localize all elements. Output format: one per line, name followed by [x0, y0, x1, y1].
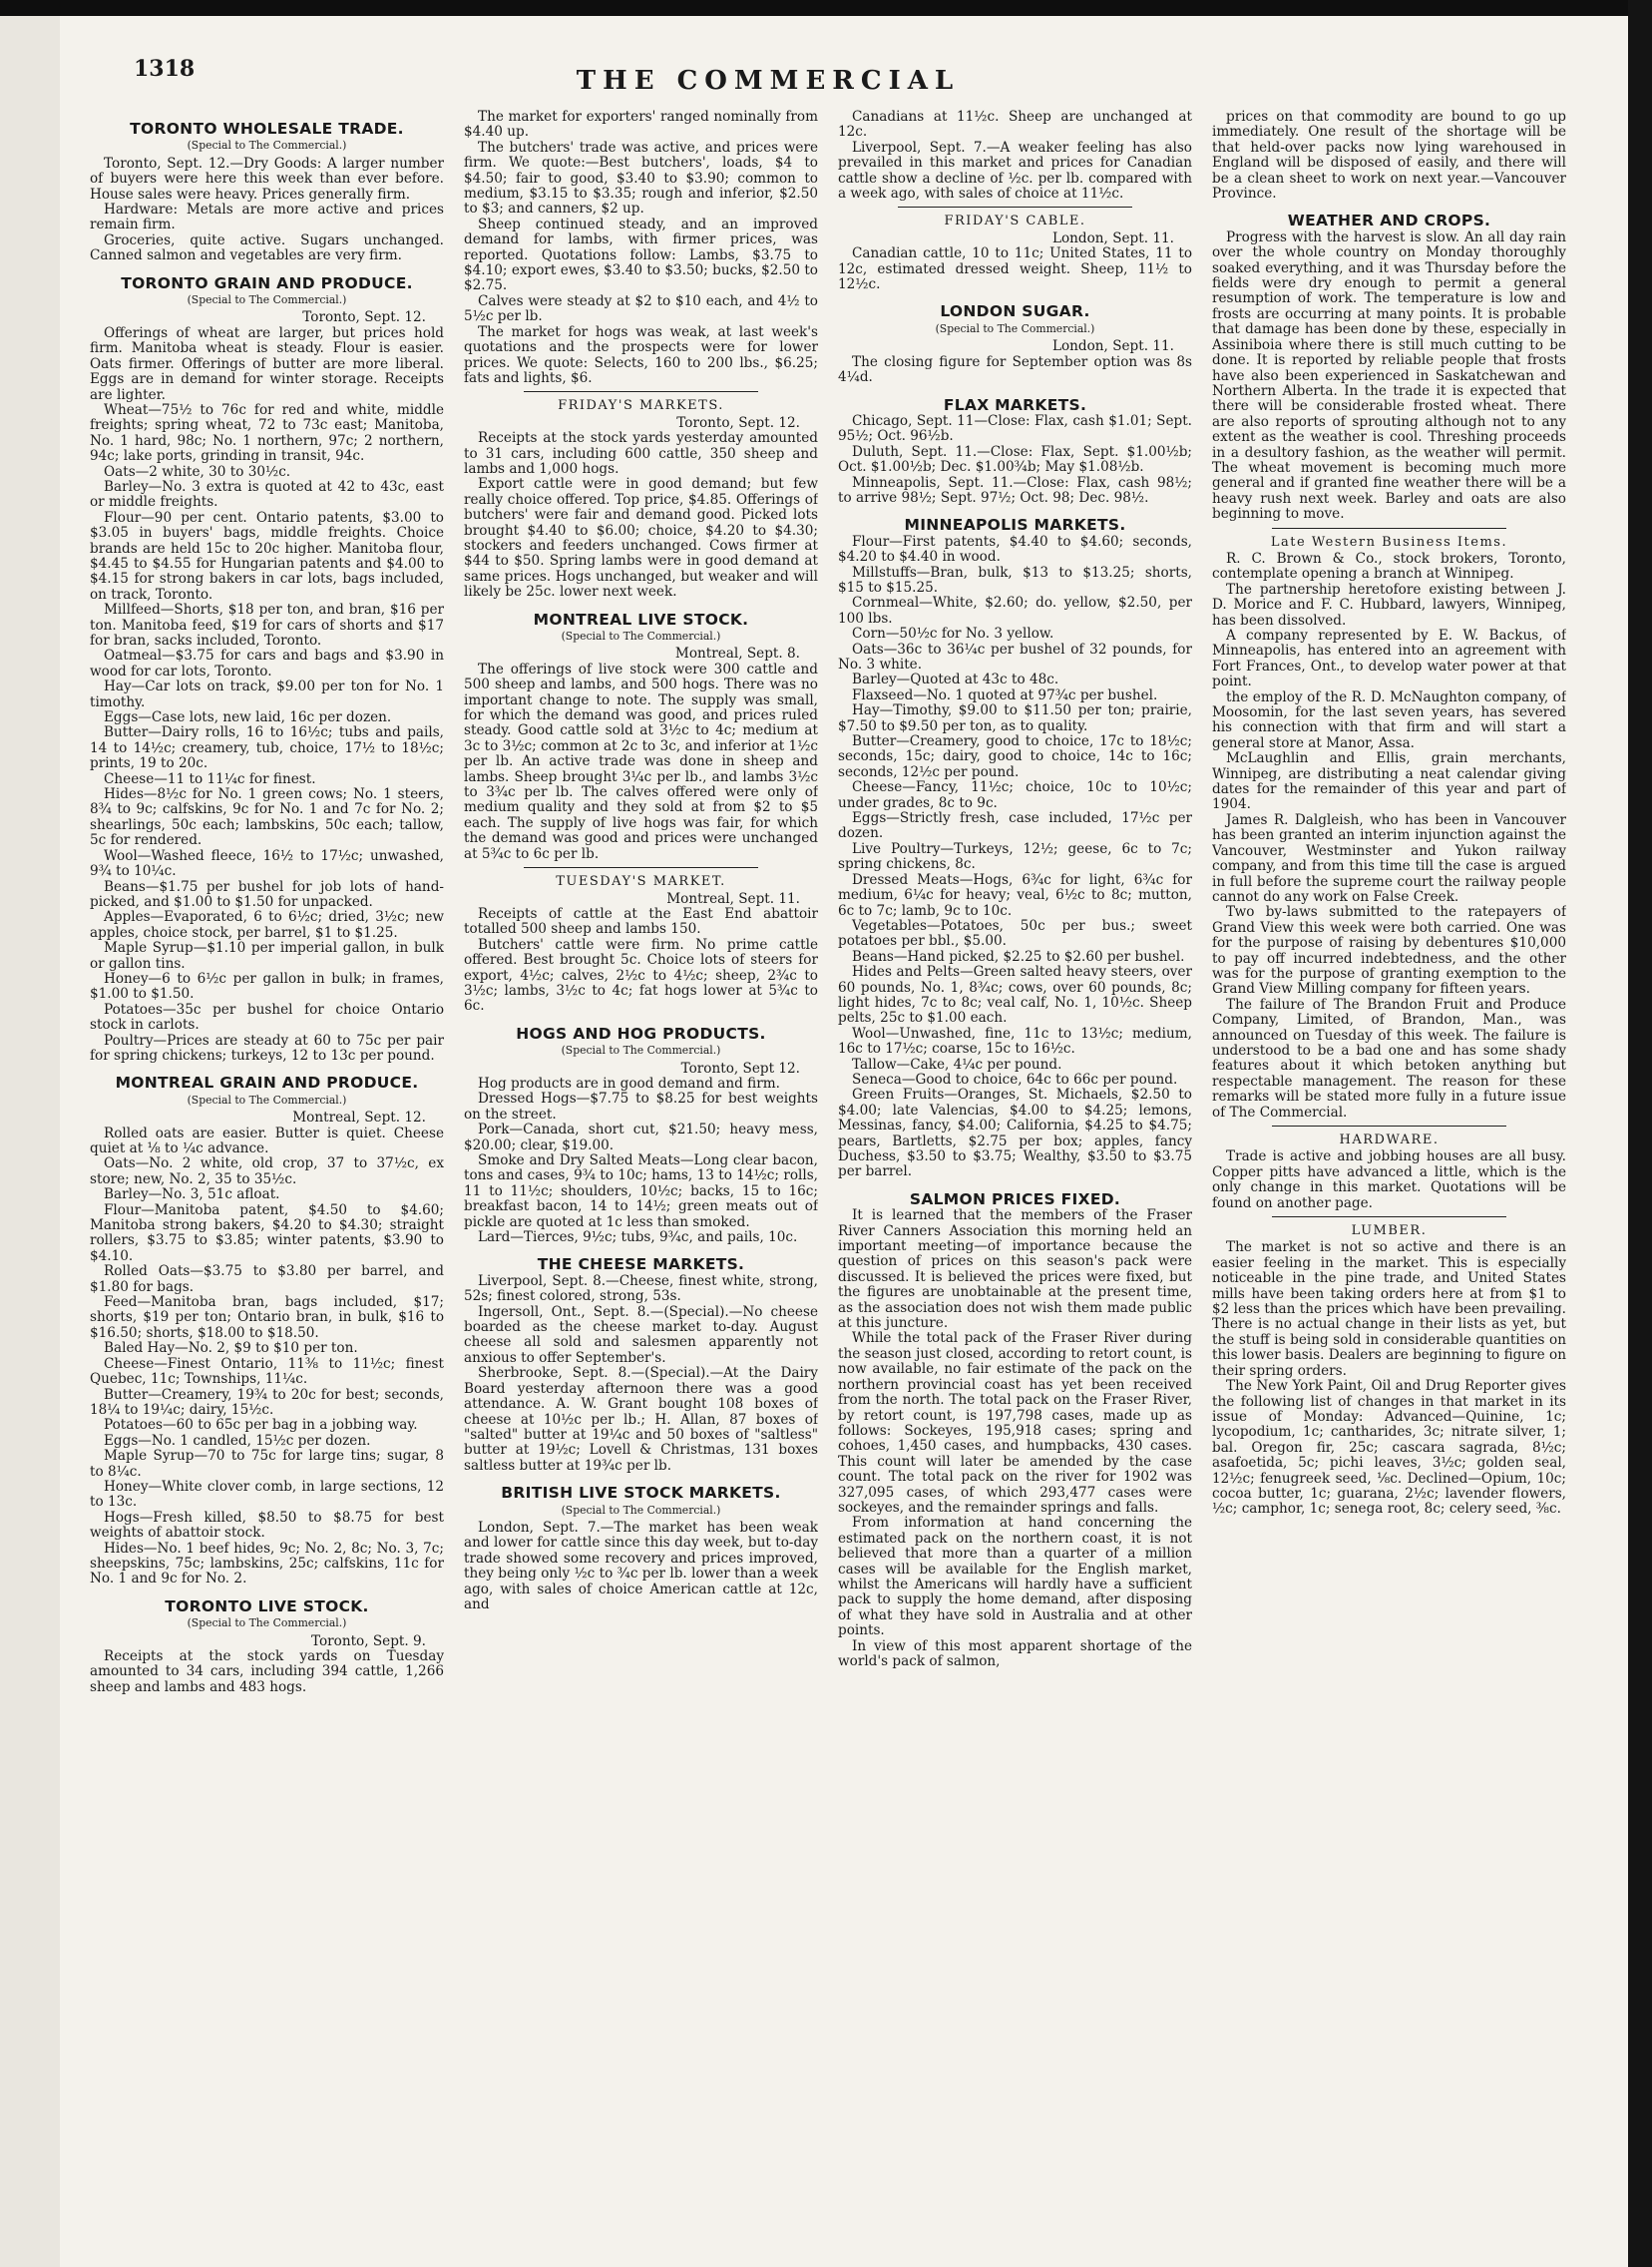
paragraph: Oats—2 white, 30 to 30½c.	[104, 463, 291, 480]
paragraph: Duluth, Sept. 11.—Close: Flax, Sept. $1.00½b; Oct. $1.00½b; Dec. $1.00¾b; May $1.08½b.	[838, 443, 1192, 476]
special-credit: (Special to The Commercial.)	[187, 1616, 347, 1630]
paragraph: Dressed Meats—Hogs, 6¾c for light, 6¾c for medium, 6¼c for heavy; veal, 6½c to 8c; mutton, 6c to 7c; lamb, 9c to 10c.	[838, 871, 1192, 919]
paragraph: Sheep continued steady, and an improved demand for lambs, with firmer prices, was reported. Quotations follow: Lambs, $3.75 to $4.10; export ewes, $3.40 to $3.50; bucks, $2.50 to $2.75.	[464, 216, 818, 294]
paragraph: Calves were steady at $2 to $10 each, and 4½ to 5½c per lb.	[464, 292, 818, 325]
dateline: Toronto, Sept 12.	[680, 1060, 800, 1077]
rule-separator	[1272, 1126, 1506, 1127]
paragraph: Flour—Manitoba patent, $4.50 to $4.60; Manitoba strong bakers, $4.20 to $4.30; straight rollers, $3.75 to $3.85; winter patents, $3.90 to $4.10.	[90, 1201, 444, 1264]
paragraph: Baled Hay—No. 2, $9 to $10 per ton.	[104, 1340, 358, 1357]
masthead: THE COMMERCIAL	[576, 66, 961, 96]
special-credit: (Special to The Commercial.)	[561, 1503, 721, 1517]
paragraph: Millfeed—Shorts, $18 per ton, and bran, $16 per ton. Manitoba feed, $19 for cars of shorts and $17 for bran, sacks included, Toronto.	[90, 602, 444, 649]
paragraph: Wool—Washed fleece, 16½ to 17½c; unwashed, 9¾ to 10¼c.	[90, 847, 444, 880]
paragraph: Wool—Unwashed, fine, 11c to 13½c; medium, 16c to 17½c; coarse, 15c to 16½c.	[838, 1025, 1192, 1058]
paragraph: Liverpool, Sept. 8.—Cheese, finest white, strong, 52s; finest colored, strong, 53s.	[464, 1272, 818, 1305]
paragraph: Minneapolis, Sept. 11.—Close: Flax, cash 98½; to arrive 98½; Sept. 97½; Oct. 98; Dec. 98½.	[838, 474, 1192, 506]
article-heading: TORONTO WHOLESALE TRADE.	[130, 120, 404, 138]
paragraph: Butchers' cattle were firm. No prime cattle offered. Best brought 5c. Choice lots of steers for export, 4½c; calves, 2½c to 4½c; sheep, 2¾c to 3½c; lambs, 3½c to 4c; fat hogs lower at 5¾c to 6c.	[464, 936, 818, 1015]
column-3	[838, 110, 1192, 2255]
special-credit: (Special to The Commercial.)	[187, 293, 347, 307]
dateline: Toronto, Sept. 9.	[310, 1632, 426, 1649]
paragraph: the employ of the R. D. McNaughton company, of Moosomin, for the last seven years, has severed his connection with that firm and will start a general store at Manor, Assa.	[1212, 688, 1566, 751]
paragraph: Dressed Hogs—$7.75 to $8.25 for best weights on the street.	[464, 1091, 818, 1123]
paragraph: In view of this most apparent shortage of the world's pack of salmon,	[838, 1637, 1192, 1669]
paragraph: Green Fruits—Oranges, St. Michaels, $2.50 to $4.00; late Valencias, $4.00 to $4.25; lemons, Messinas, fancy, $4.00; California, $4.25 to $4.75; pears, Bartletts, $2.75 per box; apples, fancy Duchess, $3.50 to $3.75; Wealthy, $3.50 to $3.75 per barrel.	[838, 1087, 1192, 1180]
paragraph: The failure of The Brandon Fruit and Produce Company, Limited, of Brandon, Man., was announced on Tuesday of this week. The failure is understood to be a bad one and has some shady features about it which betoken anything but respectable management. The reason for these remarks will be stated more fully in a future issue of The Commercial.	[1212, 996, 1566, 1121]
paragraph: Toronto, Sept. 12.—Dry Goods: A larger number of buyers were here this week than ever before. House sales were heavy. Prices generally firm.	[90, 155, 444, 203]
paragraph: Hardware: Metals are more active and prices remain firm.	[90, 202, 444, 233]
paragraph: The butchers' trade was active, and prices were firm. We quote:—Best butchers', loads, $4 to $4.50; fair to good, $3.40 to $3.90; common to medium, $3.15 to $3.35; rough and inferior, $2.50 to $3; and canners, $2 up.	[464, 139, 818, 218]
article-heading: HOGS AND HOG PRODUCTS.	[516, 1024, 766, 1043]
paragraph: London, Sept. 7.—The market has been weak and lower for cattle since this day week, but to-day trade showed some recovery and prices improved, they being only ½c to ¾c per lb. lower than a week ago, with sales of choice American cattle at 12c, and	[464, 1519, 818, 1612]
paragraph: Canadian cattle, 10 to 11c; United States, 11 to 12c, estimated dressed weight. Sheep, 11½ to 12½c.	[838, 245, 1192, 293]
paragraph: Barley—Quoted at 43c to 48c.	[852, 672, 1059, 688]
paragraph: The market for exporters' ranged nominally from $4.40 up.	[464, 110, 818, 141]
paragraph: Maple Syrup—70 to 75c for large tins; sugar, 8 to 8¼c.	[90, 1448, 444, 1480]
paragraph: Butter—Creamery, good to choice, 17c to 18½c; seconds, 15c; dairy, good to choice, 14c to 16c; seconds, 12½c per pound.	[838, 733, 1192, 780]
rule-separator	[524, 867, 758, 868]
article-subheading: Late Western Business Items.	[1270, 534, 1508, 550]
article-heading: MONTREAL LIVE STOCK.	[533, 610, 749, 629]
paragraph: Beans—Hand picked, $2.25 to $2.60 per bushel.	[852, 948, 1185, 965]
paragraph: Receipts at the stock yards yesterday amounted to 31 cars, including 600 cattle, 350 sheep and lambs and 1,000 hogs.	[464, 430, 818, 477]
special-credit: (Special to The Commercial.)	[935, 321, 1095, 335]
paragraph: The market is not so active and there is an easier feeling in the market. This is especially noticeable in the pine trade, and United States mills have been taking orders here at from $1 to $2 less than the prices which have been prevailing. There is no actual change in their lists as yet, but the stuff is being sold in considerable quantities on this lower basis. Dealers are beginning to figure on their spring orders.	[1212, 1239, 1566, 1379]
special-credit: (Special to The Commercial.)	[187, 1093, 347, 1107]
paragraph: Barley—No. 3 extra is quoted at 42 to 43c, east or middle freights.	[90, 478, 444, 511]
paragraph: R. C. Brown & Co., stock brokers, Toronto, contemplate opening a branch at Winnipeg.	[1212, 550, 1566, 583]
article-subheading: TUESDAY'S MARKET.	[556, 874, 726, 890]
dateline: Toronto, Sept. 12.	[676, 414, 800, 431]
page-number: 1318	[134, 56, 196, 82]
paragraph: Apples—Evaporated, 6 to 6½c; dried, 3½c; new apples, choice stock, per barrel, $1 to $1.25.	[90, 909, 444, 941]
paragraph: The closing figure for September option was 8s 4¼d.	[838, 353, 1192, 386]
paragraph: Cheese—11 to 11¼c for finest.	[104, 770, 316, 787]
paragraph: Maple Syrup—$1.10 per imperial gallon, in bulk or gallon tins.	[90, 940, 444, 972]
paragraph: Progress with the harvest is slow. An all day rain over the whole country on Monday thoroughly soaked everything, and it was Thursday before the fields were dry enough to permit a general resumption of work. The temperature is low and frosts are occurring at many points. It is probable that damage has been done by these, especially in Assiniboia where there is still much cutting to be done. It is reported by reliable people that frosts have also been experienced in Saskatchewan and Northern Alberta. In the trade it is expected that there will be considerable frosted wheat. There are also reports of sprouting although not to any extent as the weather is cool. Threshing proceeds in a desultory fashion, as the weather will permit. The wheat movement is becoming much more general and if granted fine weather there will be a heavy rush next week. Barley and oats are also beginning to move.	[1212, 228, 1566, 523]
paragraph: Live Poultry—Turkeys, 12½; geese, 6c to 7c; spring chickens, 8c.	[838, 840, 1192, 873]
paragraph: Butter—Dairy rolls, 16 to 16½c; tubs and pails, 14 to 14½c; creamery, tub, choice, 17½ to 18½c; prints, 19 to 20c.	[90, 724, 444, 772]
article-heading: MINNEAPOLIS MARKETS.	[904, 516, 1126, 535]
paragraph: McLaughlin and Ellis, grain merchants, Winnipeg, are distributing a neat calendar giving dates for the remainder of this year and part of 1904.	[1212, 750, 1566, 813]
paragraph: Flour—90 per cent. Ontario patents, $3.00 to $3.05 in buyers' bags, middle freights. Choice brands are held 15c to 20c higher. Manitoba flour, $4.45 to $4.55 for Hungarian patents and $4.00 to $4.15 for strong bakers in car lots, bags included, on track, Toronto.	[90, 509, 444, 603]
paragraph: Vegetables—Potatoes, 50c per bus.; sweet potatoes per bbl., $5.00.	[838, 917, 1192, 950]
article-heading: FLAX MARKETS.	[943, 395, 1087, 414]
paragraph: Hay—Car lots on track, $9.00 per ton for No. 1 timothy.	[90, 679, 444, 710]
paragraph: Sherbrooke, Sept. 8.—(Special).—At the Dairy Board yesterday afternoon there was a good attendance. A. W. Grant bought 108 boxes of cheese at 10½c per lb.; H. Allan, 87 boxes of "salted" butter at 19¼c and 50 boxes of "saltless" butter at 19½c; Lovell & Christmas, 131 boxes saltless butter at 19¾c per lb.	[464, 1365, 818, 1474]
paragraph: Smoke and Dry Salted Meats—Long clear bacon, tons and cases, 9¾ to 10c; hams, 13 to 14½c; rolls, 11 to 11½c; shoulders, 10½c; backs, 15 to 16c; breakfast bacon, 14 to 14½; green meats out of pickle are quoted at 1c less than smoked.	[464, 1152, 818, 1230]
dateline: Montreal, Sept. 11.	[666, 890, 800, 907]
article-heading: WEATHER AND CROPS.	[1287, 212, 1491, 230]
article-heading: MONTREAL GRAIN AND PRODUCE.	[115, 1074, 419, 1093]
paragraph: Flour—First patents, $4.40 to $4.60; seconds, $4.20 to $4.40 in wood.	[838, 533, 1192, 566]
special-credit: (Special to The Commercial.)	[561, 630, 721, 643]
paragraph: While the total pack of the Fraser River during the season just closed, according to retort count, is now available, no fair estimate of the pack on the northern provincial coast has yet been received from the north. The total pack on the Fraser River, by retort count, is 197,798 cases, made up as follows: Sockeyes, 195,918 cases; spring and cohoes, 1,450 cases, and humpbacks, 430 cases. This count will later be amended by the case count. The total pack on the river for 1902 was 327,095 cases, of which 293,477 cases were sockeyes, and the remainder springs and falls.	[838, 1330, 1192, 1516]
paragraph: Oatmeal—$3.75 for cars and bags and $3.90 in wood for car lots, Toronto.	[90, 648, 444, 680]
paragraph: Honey—6 to 6½c per gallon in bulk; in frames, $1.00 to $1.50.	[90, 970, 444, 1003]
paragraph: Beans—$1.75 per bushel for job lots of hand-picked, and $1.00 to $1.50 for unpacked.	[90, 878, 444, 910]
special-credit: (Special to The Commercial.)	[187, 139, 347, 153]
paragraph: Offerings of wheat are larger, but prices hold firm. Manitoba wheat is steady. Flour is easier. Oats firmer. Offerings of butter are more liberal. Eggs are in demand for winter storage. Receipts are lighter.	[90, 324, 444, 403]
paragraph: Eggs—Strictly fresh, case included, 17½c per dozen.	[838, 810, 1192, 842]
paragraph: Hides—No. 1 beef hides, 9c; No. 2, 8c; No. 3, 7c; sheepskins, 75c; lambskins, 25c; calfskins, 11c for No. 1 and 9c for No. 2.	[90, 1540, 444, 1587]
paragraph: Chicago, Sept. 11—Close: Flax, cash $1.01; Sept. 95½; Oct. 96½b.	[838, 412, 1192, 445]
paragraph: Hay—Timothy, $9.00 to $11.50 per ton; prairie, $7.50 to $9.50 per ton, as to quality.	[838, 702, 1192, 734]
paragraph: Groceries, quite active. Sugars unchanged. Canned salmon and vegetables are very firm.	[90, 231, 444, 264]
rule-separator	[1272, 1216, 1506, 1217]
paragraph: Export cattle were in good demand; but few really choice offered. Top price, $4.85. Offerings of butchers' were fair and demand good. Picked lots brought $4.40 to $6.00; choice, $4.20 to $4.30; stockers and feeders unchanged. Cows firmer at $44 to $50. Spring lambs were in good demand at same prices. Hogs unchanged, but weaker and will likely be 25c. lower next week.	[464, 476, 818, 601]
column-4	[1212, 110, 1566, 2255]
scan-border-top	[0, 0, 1652, 16]
paragraph: Trade is active and jobbing houses are all busy. Copper pitts have advanced a little, which is the only change in this market. Quotations will be found on another page.	[1212, 1148, 1566, 1211]
paragraph: Lard—Tierces, 9½c; tubs, 9¾c, and pails, 10c.	[478, 1229, 798, 1246]
rule-separator	[524, 391, 758, 392]
paragraph: Butter—Creamery, 19¾ to 20c for best; seconds, 18¼ to 19¼c; dairy, 15½c.	[90, 1386, 444, 1418]
rule-separator	[1272, 528, 1506, 529]
paragraph: Honey—White clover comb, in large sections, 12 to 13c.	[90, 1478, 444, 1511]
paragraph: Wheat—75½ to 76c for red and white, middle freights; spring wheat, 72 to 73c east; Manitoba, No. 1 hard, 98c; No. 1 northern, 97c; 2 northern, 94c; lake ports, grinding in transit, 94c.	[90, 401, 444, 465]
paragraph: Receipts of cattle at the East End abattoir totalled 500 sheep and lambs 150.	[464, 905, 818, 938]
article-heading: THE CHEESE MARKETS.	[537, 1255, 745, 1274]
column-1	[90, 110, 444, 2255]
article-heading: LONDON SUGAR.	[940, 302, 1090, 321]
rule-separator	[898, 207, 1132, 208]
paragraph: Potatoes—35c per bushel for choice Ontario stock in carlots.	[90, 1001, 444, 1034]
paragraph: Oats—No. 2 white, old crop, 37 to 37½c, ex store; new, No. 2, 35 to 35½c.	[90, 1155, 444, 1187]
article-heading: SALMON PRICES FIXED.	[909, 1189, 1121, 1208]
column-2	[464, 110, 818, 2255]
paragraph: James R. Dalgleish, who has been in Vancouver has been granted an interim injunction against the Vancouver, Westminster and Yukon railway company, and from this time till the case is argued in full before the supreme court the railway people cannot do any work on False Creek.	[1212, 811, 1566, 905]
paragraph: Millstuffs—Bran, bulk, $13 to $13.25; shorts, $15 to $15.25.	[838, 564, 1192, 596]
paragraph: Potatoes—60 to 65c per bag in a jobbing way.	[104, 1417, 418, 1434]
paragraph: prices on that commodity are bound to go up immediately. One result of the shortage will be that held-over packs now lying warehoused in England will be disposed of easily, and there will be a clean sheet to work on next year.—Vancouver Province.	[1212, 110, 1566, 203]
paragraph: Hogs—Fresh killed, $8.50 to $8.75 for best weights of abattoir stock.	[90, 1509, 444, 1542]
paragraph: Feed—Manitoba bran, bags included, $17; shorts, $19 per ton; Ontario bran, in bulk, $16 to $16.50; shorts, $18.00 to $18.50.	[90, 1294, 444, 1341]
paragraph: Rolled oats are easier. Butter is quiet. Cheese quiet at ⅛ to ¼c advance.	[90, 1125, 444, 1156]
paragraph: Seneca—Good to choice, 64c to 66c per pound.	[852, 1071, 1178, 1088]
article-subheading: LUMBER.	[1351, 1223, 1428, 1239]
dateline: Montreal, Sept. 12.	[292, 1110, 426, 1127]
scan-border-right	[1628, 0, 1652, 2267]
dateline: Montreal, Sept. 8.	[674, 646, 800, 663]
paragraph: Oats—36c to 36¼c per bushel of 32 pounds, for No. 3 white.	[838, 641, 1192, 673]
paragraph: Cheese—Finest Ontario, 11⅜ to 11½c; finest Quebec, 11c; Townships, 11¼c.	[90, 1355, 444, 1388]
paragraph: Tallow—Cake, 4¼c per pound.	[852, 1056, 1062, 1073]
special-credit: (Special to The Commercial.)	[561, 1044, 721, 1058]
paragraph: The market for hogs was weak, at last week's quotations and the prospects were for lower prices. We quote: Selects, 160 to 200 lbs., $6.25; fats and lights, $6.	[464, 323, 818, 386]
paragraph: Poultry—Prices are steady at 60 to 75c per pair for spring chickens; turkeys, 12 to 13c per pound.	[90, 1032, 444, 1064]
paragraph: Cornmeal—White, $2.60; do. yellow, $2.50, per 100 lbs.	[838, 595, 1192, 627]
paragraph: Canadians at 11½c. Sheep are unchanged at 12c.	[838, 110, 1192, 141]
paragraph: From information at hand concerning the estimated pack on the northern coast, it is not believed that more than a quarter of a million cases will be available for the English market, whilst the Americans will hardly have a sufficient pack to supply the home demand, after disposing of what they have sold in Australia and at other points.	[838, 1515, 1192, 1639]
dateline: London, Sept. 11.	[1051, 229, 1174, 246]
paragraph: Receipts at the stock yards on Tuesday amounted to 34 cars, including 394 cattle, 1,266 sheep and lambs and 483 hogs.	[90, 1648, 444, 1695]
paragraph: Eggs—No. 1 candled, 15½c per dozen.	[104, 1432, 371, 1449]
paragraph: Eggs—Case lots, new laid, 16c per dozen.	[104, 709, 392, 726]
paragraph: Ingersoll, Ont., Sept. 8.—(Special).—No cheese boarded as the cheese market to-day. August cheese all sold and salesmen apparently not anxious to offer September's.	[464, 1303, 818, 1366]
paragraph: Liverpool, Sept. 7.—A weaker feeling has also prevailed in this market and prices for Canadian cattle show a decline of ½c. per lb. compared with a week ago, with sales of choice at 11½c.	[838, 139, 1192, 203]
dateline: Toronto, Sept. 12.	[302, 309, 426, 326]
paragraph: Cheese—Fancy, 11½c; choice, 10c to 10½c; under grades, 8c to 9c.	[838, 779, 1192, 811]
paragraph: Corn—50½c for No. 3 yellow.	[852, 626, 1054, 643]
paragraph: Two by-laws submitted to the ratepayers of Grand View this week were both carried. One was for the purpose of raising by debentures $10,000 to pay off incurred indebtedness, and the other was for the purpose of granting exemption to the Grand View Milling company for fifteen years.	[1212, 904, 1566, 998]
paragraph: The New York Paint, Oil and Drug Reporter gives the following list of changes in that market in its issue of Monday: Advanced—Quinine, 1c; lycopodium, 1c; cantharides, 3c; nitrate silver, 1; bal. Oregon fir, 25c; cascara sagrada, 8½c; asafoetida, 5c; pichi leaves, 3½c; golden seal, 12½c; fenugreek seed, ⅛c. Declined—Opium, 10c; cocoa butter, 1c; guarana, 2½c; lavender flowers, ½c; camphor, 1c; senega root, 8c; celery seed, ⅜c.	[1212, 1378, 1566, 1518]
paragraph: Hides—8½c for No. 1 green cows; No. 1 steers, 8¾ to 9c; calfskins, 9c for No. 1 and 7c for No. 2; shearlings, 50c each; lambskins, 50c each; tallow, 5c for rendered.	[90, 786, 444, 849]
article-heading: TORONTO GRAIN AND PRODUCE.	[121, 273, 413, 292]
paragraph: It is learned that the members of the Fraser River Canners Association this morning held an important meeting—of importance because the question of prices on this season's pack were discussed. It is believed the prices were fixed, but the figures are unobtainable at the present time, as the association does not wish them made public at this juncture.	[838, 1207, 1192, 1332]
paragraph: A company represented by E. W. Backus, of Minneapolis, has entered into an agreement with Fort Frances, Ont., to develop water power at that point.	[1212, 628, 1566, 690]
article-heading: BRITISH LIVE STOCK MARKETS.	[501, 1484, 781, 1503]
paragraph: Flaxseed—No. 1 quoted at 97¾c per bushel.	[852, 686, 1158, 703]
paragraph: Barley—No. 3, 51c afloat.	[104, 1186, 280, 1203]
dateline: London, Sept. 11.	[1051, 338, 1174, 355]
paragraph: The offerings of live stock were 300 cattle and 500 sheep and lambs, and 500 hogs. There was no important change to note. The supply was small, for which the demand was good, and prices ruled steady. Good cattle sold at 3½c to 4c; medium at 3c to 3½c; common at 2c to 3c, and inferior at 1½c per lb. An active trade was done in sheep and lambs. Sheep brought 3¼c per lb., and lambs 3½c to 3¾c per lb. The calves offered were only of medium quality and they sold at from $2 to $5 each. The supply of live hogs was fair, for which the demand was good and prices were unchanged at 5¾c to 6c per lb.	[464, 661, 818, 862]
article-subheading: FRIDAY'S CABLE.	[944, 214, 1086, 229]
paragraph: Rolled Oats—$3.75 to $3.80 per barrel, and $1.80 for bags.	[90, 1263, 444, 1295]
paragraph: The partnership heretofore existing between J. D. Morice and F. C. Hubbard, lawyers, Winnipeg, has been dissolved.	[1212, 581, 1566, 629]
article-subheading: FRIDAY'S MARKETS.	[558, 398, 724, 414]
article-heading: TORONTO LIVE STOCK.	[165, 1596, 369, 1615]
article-subheading: HARDWARE.	[1339, 1133, 1440, 1147]
paragraph: Hog products are in good demand and firm.	[478, 1075, 780, 1092]
paragraph: Hides and Pelts—Green salted heavy steers, over 60 pounds, No. 1, 8¾c; cows, over 60 pounds, 8c; light hides, 7c to 8c; veal calf, No. 1, 10½c. Sheep pelts, 25c to $1.00 each.	[838, 964, 1192, 1027]
paragraph: Pork—Canada, short cut, $21.50; heavy mess, $20.00; clear, $19.00.	[464, 1122, 818, 1153]
